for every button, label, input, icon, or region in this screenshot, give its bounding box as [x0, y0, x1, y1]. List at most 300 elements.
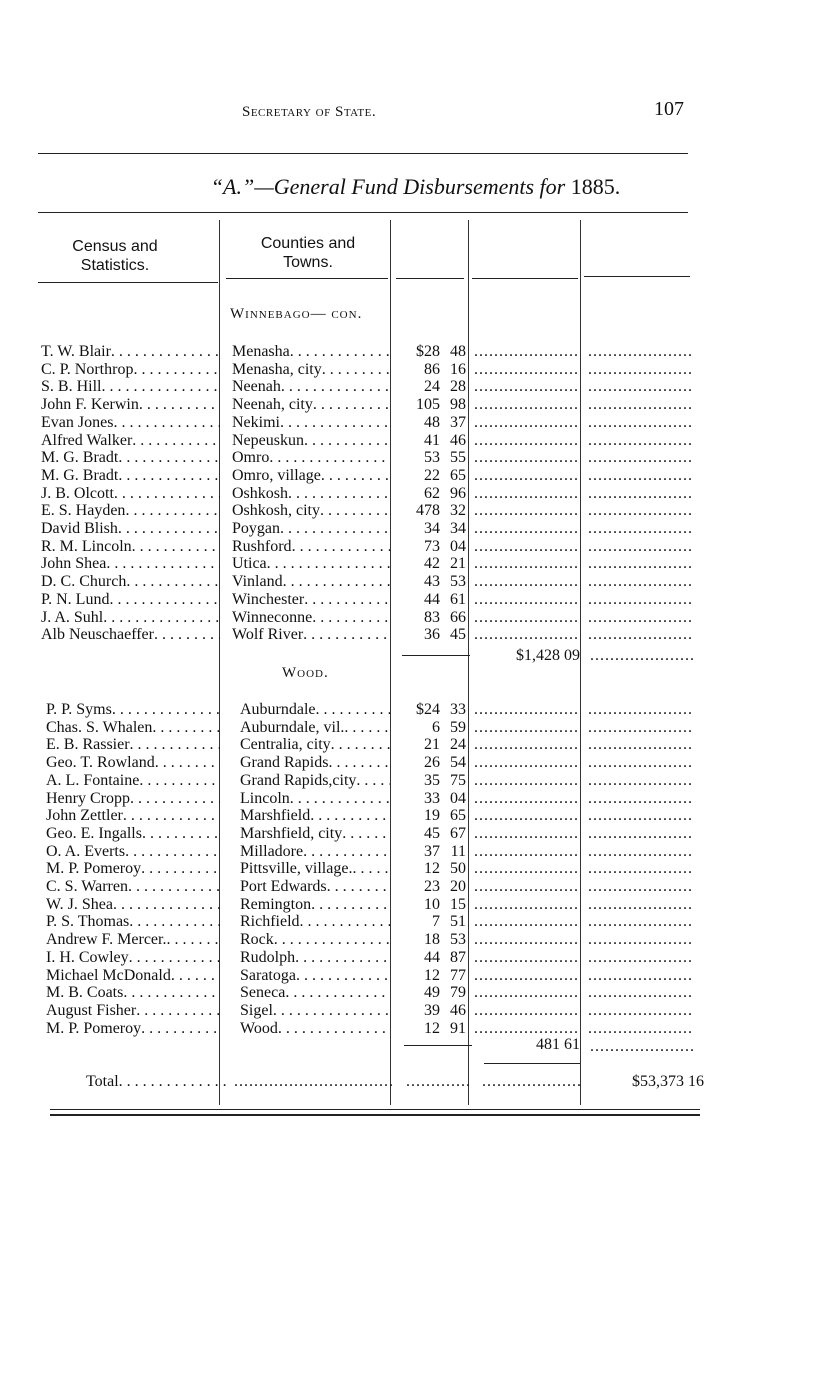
census-name-cell: [46, 1002, 220, 1020]
census-name: C. P. Northrop: [41, 360, 134, 378]
town-name: Remington: [240, 895, 312, 913]
amount-cents: 96: [450, 484, 466, 502]
subtotal-amount: $1,428 09: [516, 647, 580, 664]
census-name: Michael McDonald: [46, 966, 171, 984]
census-name-cell: [46, 860, 220, 878]
leader-dots: [139, 772, 220, 790]
leader-dots: [290, 343, 390, 361]
table-row: [0, 719, 831, 737]
census-name: D. C. Church: [41, 573, 127, 591]
town-name: Marshfield: [240, 807, 311, 825]
amount-cents: 65: [450, 466, 466, 484]
leader-dots: [154, 626, 220, 644]
census-name-cell: [46, 719, 220, 737]
leader-dots: [474, 378, 578, 396]
leader-dots: [588, 485, 694, 503]
table-row: [0, 772, 831, 790]
leader-dots: [139, 396, 220, 414]
amount-cents: 45: [450, 626, 466, 644]
leader-dots: [588, 520, 694, 538]
amount-cents: 37: [450, 413, 466, 431]
amount-dollars: 21: [424, 736, 440, 754]
leader-dots: [474, 414, 578, 432]
amount-dollars: 39: [424, 1001, 440, 1019]
amount-cents: 53: [450, 931, 466, 949]
leader-dots: [588, 754, 694, 772]
town-name: Winchester: [232, 590, 305, 608]
leader-dots: [316, 701, 390, 719]
section-heading: Winnebago— con.: [230, 306, 363, 322]
leader-dots: [283, 573, 390, 591]
leader-dots: [295, 949, 390, 967]
census-name-cell: [46, 701, 220, 719]
leader-dots: [103, 609, 220, 627]
leader-dots: [130, 790, 220, 808]
amount-dollars: 49: [424, 984, 440, 1002]
amount-dollars: 22: [424, 466, 440, 484]
amount-dollars: 48: [424, 413, 440, 431]
leader-dots: [112, 701, 220, 719]
town-name: Menasha: [232, 343, 290, 360]
census-name: August Fisher: [46, 1001, 137, 1019]
town-name: Centralia, city: [240, 736, 331, 754]
leader-dots: [474, 719, 578, 737]
town-cell: [232, 591, 390, 609]
table-row: [0, 1002, 831, 1020]
leader-dots: [588, 807, 694, 825]
table-row: [0, 555, 831, 573]
table-row: [0, 790, 831, 808]
census-name-cell: [41, 414, 220, 432]
census-name-cell: [46, 736, 220, 754]
amount-cents: 91: [450, 1019, 466, 1037]
table-row: [0, 754, 831, 772]
census-name-cell: [46, 913, 220, 931]
leader-dots: [590, 1038, 694, 1056]
census-name: M. P. Pomeroy: [46, 1019, 142, 1037]
leader-dots: [132, 538, 220, 556]
leader-dots: [474, 754, 578, 772]
leader-dots: [588, 931, 694, 949]
leader-dots: [133, 361, 220, 379]
leader-dots: [474, 485, 578, 503]
leader-dots: [303, 843, 390, 861]
amount-cents: 87: [450, 948, 466, 966]
leader-dots: [588, 949, 694, 967]
census-name: E. S. Hayden: [41, 502, 126, 520]
census-name-cell: [46, 807, 220, 825]
amount-cents: 20: [450, 878, 466, 895]
leader-dots: [588, 378, 694, 396]
amount-dollars: 12: [424, 1019, 440, 1037]
amount-dollars: 37: [424, 842, 440, 860]
leader-dots: [474, 502, 578, 520]
town-name: Wolf River: [232, 626, 304, 644]
table-row: [0, 573, 831, 591]
town-name: Oshkosh, city: [232, 502, 320, 520]
leader-dots: [588, 1002, 694, 1020]
leader-dots: [474, 591, 578, 609]
leader-dots: [474, 361, 578, 379]
leader-dots: [588, 343, 694, 361]
amount-dollars: 53: [424, 449, 440, 467]
leader-dots: [474, 432, 578, 450]
leader-dots: [482, 1073, 580, 1091]
leader-dots: [141, 1020, 220, 1038]
amount-cents: 53: [450, 573, 466, 591]
town-cell: [232, 396, 390, 414]
subtotal-rule: [404, 1045, 472, 1046]
leader-dots: [474, 701, 578, 719]
leader-dots: [273, 1002, 390, 1020]
subtotal-rule: [484, 1063, 580, 1064]
town-cell: [232, 609, 390, 627]
leader-dots: [588, 772, 694, 790]
census-name-cell: [41, 502, 220, 520]
census-name: O. A. Everts: [46, 842, 126, 860]
census-name: Evan Jones: [41, 413, 114, 431]
total-label-cell: [86, 1073, 226, 1091]
leader-dots: [101, 378, 220, 396]
leader-dots: [300, 913, 390, 931]
amount-cents: 46: [450, 431, 466, 449]
leader-dots: [588, 449, 694, 467]
census-name: R. M. Lincoln: [41, 537, 132, 555]
amount-dollars: 6: [432, 718, 440, 736]
town-name: Omro, village: [232, 466, 321, 484]
leader-dots: [327, 878, 390, 896]
amount-dollars: 44: [424, 948, 440, 966]
census-name: M. P. Pomeroy: [46, 860, 142, 878]
town-cell: [232, 485, 390, 503]
census-name: M. G. Bradt: [41, 466, 119, 484]
census-name: Alfred Walker: [41, 431, 133, 449]
amount-dollars: 18: [424, 931, 440, 949]
subtotal-amount: 481 61: [536, 1036, 580, 1053]
census-name: John Zettler: [46, 807, 123, 825]
town-name: Omro: [232, 449, 270, 467]
town-cell: [240, 949, 390, 967]
amount-dollars: 24: [424, 378, 440, 396]
amount-cents: 67: [450, 824, 466, 842]
town-name: Nepeuskun: [232, 431, 304, 449]
amount-dollars: 23: [424, 878, 440, 895]
town-name: Auburndale, vil.: [240, 718, 345, 736]
leader-dots: [588, 878, 694, 896]
amount-cents: 04: [450, 537, 466, 555]
table-row: [0, 432, 831, 450]
amount-dollars: 86: [424, 360, 440, 378]
leader-dots: [109, 591, 220, 609]
town-name: Port Edwards: [240, 878, 327, 895]
leader-dots: [125, 843, 220, 861]
leader-dots: [331, 736, 390, 754]
amount-cents: 46: [450, 1001, 466, 1019]
table-row: [0, 626, 831, 644]
amount-dollars: 41: [424, 431, 440, 449]
leader-dots: [311, 896, 390, 914]
amount-cents: 65: [450, 807, 466, 825]
census-name: David Blish: [41, 520, 118, 537]
leader-dots: [118, 467, 220, 485]
amount-dollars: $28: [416, 343, 440, 360]
leader-dots: [588, 913, 694, 931]
town-name: Rock: [240, 931, 274, 949]
town-cell: [232, 520, 390, 538]
census-name-cell: [46, 931, 220, 949]
leader-dots: [588, 502, 694, 520]
census-name-cell: [46, 896, 220, 914]
header-bottom-rule: [396, 278, 464, 279]
amount-dollars: 34: [424, 520, 440, 537]
section-heading: Wood.: [282, 665, 329, 681]
town-cell: [240, 1020, 390, 1038]
census-name-cell: [41, 591, 220, 609]
town-cell: [232, 361, 390, 379]
town-name: Auburndale: [240, 701, 316, 718]
town-name: Rudolph: [240, 948, 296, 966]
town-cell: [240, 790, 390, 808]
table-row: [0, 538, 831, 556]
leader-dots: [269, 449, 390, 467]
leader-dots: [588, 701, 694, 719]
leader-dots: [136, 1002, 220, 1020]
town-name: Wood: [240, 1019, 278, 1037]
town-name: Neenah: [232, 378, 281, 396]
leader-dots: [474, 1002, 578, 1020]
leader-dots: [590, 647, 694, 665]
town-cell: [240, 896, 390, 914]
amount-cents: 61: [450, 590, 466, 608]
town-cell: [240, 1002, 390, 1020]
leader-dots: [141, 860, 220, 878]
leader-dots: [588, 538, 694, 556]
town-name: Seneca: [240, 984, 286, 1002]
town-cell: [232, 626, 390, 644]
amount-cents: 48: [450, 343, 466, 360]
town-cell: [232, 432, 390, 450]
census-name-cell: [41, 555, 220, 573]
town-name: Oshkosh: [232, 484, 289, 502]
amount-cents: 54: [450, 754, 466, 772]
leader-dots: [588, 573, 694, 591]
town-name: Grand Rapids,city: [240, 771, 357, 789]
table-row: [0, 967, 831, 985]
town-cell: [240, 754, 390, 772]
leader-dots: [588, 719, 694, 737]
town-cell: [232, 555, 390, 573]
top-rule: [38, 153, 688, 154]
amount-dollars: 26: [424, 754, 440, 772]
leader-dots: [474, 843, 578, 861]
leader-dots: [344, 719, 390, 737]
table-row: [0, 1020, 831, 1038]
town-cell: [240, 736, 390, 754]
town-name: Lincoln: [240, 789, 290, 807]
leader-dots: [474, 949, 578, 967]
leader-dots: [321, 467, 390, 485]
census-name-cell: [46, 949, 220, 967]
amount-cents: 24: [450, 736, 466, 754]
table-row: [0, 414, 831, 432]
amount-dollars: 105: [416, 396, 440, 414]
leader-dots: [130, 736, 220, 754]
amount-dollars: 12: [424, 860, 440, 878]
amount-cents: 21: [450, 555, 466, 573]
amount-dollars: 42: [424, 555, 440, 573]
town-name: Poygan: [232, 520, 280, 537]
leader-dots: [285, 984, 390, 1002]
leader-dots: [113, 896, 220, 914]
amount-dollars: 10: [424, 895, 440, 913]
leader-dots: [113, 414, 220, 432]
town-cell: [240, 719, 390, 737]
census-name: Chas. S. Whalen: [46, 718, 153, 736]
amount-cents: 28: [450, 378, 466, 396]
census-name-cell: [46, 772, 220, 790]
leader-dots: [588, 609, 694, 627]
leader-dots: [111, 343, 220, 361]
census-name: Henry Cropp: [46, 789, 130, 807]
leader-dots: [119, 1073, 226, 1091]
census-name-cell: [46, 967, 220, 985]
leader-dots: [474, 913, 578, 931]
table-row: [0, 502, 831, 520]
header-bottom-rule: [472, 278, 578, 279]
table-row: [0, 343, 831, 361]
amount-dollars: $24: [416, 701, 440, 718]
town-cell: [240, 772, 390, 790]
leader-dots: [114, 485, 220, 503]
census-name-cell: [46, 825, 220, 843]
table-title-main: —General Fund Disbursements for: [254, 174, 566, 199]
page-number: 107: [654, 98, 684, 120]
town-name: Sigel: [240, 1001, 273, 1019]
census-name: C. S. Warren: [46, 878, 128, 895]
leader-dots: [588, 591, 694, 609]
leader-dots: [128, 878, 220, 896]
table-row: [0, 520, 831, 538]
census-name: Andrew F. Mercer.: [46, 931, 167, 949]
town-name: Winneconne: [232, 608, 313, 626]
leader-dots: [474, 860, 578, 878]
table-row: [0, 931, 831, 949]
town-cell: [232, 449, 390, 467]
leader-dots: [267, 555, 390, 573]
amount-dollars: 62: [424, 484, 440, 502]
leader-dots: [288, 485, 390, 503]
leader-dots: [474, 609, 578, 627]
town-name: Nekimi: [232, 413, 280, 431]
town-cell: [232, 538, 390, 556]
subtotal-rule: [402, 655, 470, 656]
running-head: [242, 100, 376, 122]
census-name-cell: [41, 626, 220, 644]
amount-cents: 33: [450, 701, 466, 718]
census-name: A. L. Fontaine: [46, 771, 140, 789]
town-name: Rushford: [232, 537, 292, 555]
leader-dots: [342, 825, 390, 843]
town-cell: [232, 467, 390, 485]
table-row: [0, 913, 831, 931]
town-name: Marshfield, city: [240, 824, 343, 842]
town-name: Neenah, city: [232, 396, 313, 414]
table-row: [0, 449, 831, 467]
census-name-cell: [41, 343, 220, 361]
town-name: Grand Rapids: [240, 754, 329, 772]
census-name-cell: [41, 520, 220, 538]
leader-dots: [588, 467, 694, 485]
leader-dots: [474, 825, 578, 843]
leader-dots: [106, 555, 220, 573]
header-bottom-rule: [38, 282, 218, 283]
leader-dots: [588, 984, 694, 1002]
town-cell: [240, 825, 390, 843]
table-row: [0, 467, 831, 485]
census-name: S. B. Hill: [41, 378, 102, 396]
amount-cents: 11: [450, 842, 466, 860]
census-name-cell: [41, 573, 220, 591]
leader-dots: [588, 1020, 694, 1038]
town-cell: [240, 878, 390, 896]
leader-dots: [296, 967, 390, 985]
total-label: Total: [86, 1073, 119, 1090]
amount-dollars: 33: [424, 789, 440, 807]
leader-dots: [352, 860, 390, 878]
leader-dots: [474, 878, 578, 896]
census-name-cell: [46, 984, 220, 1002]
leader-dots: [312, 609, 390, 627]
header-bottom-rule: [584, 276, 690, 277]
table-row: [0, 609, 831, 627]
leader-dots: [234, 1073, 392, 1091]
leader-dots: [406, 1073, 472, 1091]
amount-cents: 79: [450, 984, 466, 1002]
leader-dots: [303, 626, 390, 644]
amount-dollars: 44: [424, 590, 440, 608]
leader-dots: [313, 396, 390, 414]
town-cell: [240, 701, 390, 719]
leader-dots: [474, 396, 578, 414]
leader-dots: [588, 361, 694, 379]
census-name-cell: [41, 378, 220, 396]
bottom-rule: [50, 1114, 700, 1116]
town-name: Vinland: [232, 573, 283, 591]
leader-dots: [132, 432, 220, 450]
census-name-cell: [41, 396, 220, 414]
leader-dots: [171, 967, 220, 985]
total-row: [0, 1073, 831, 1091]
census-name-cell: [41, 361, 220, 379]
total-amount: $53,373 16: [632, 1073, 704, 1090]
census-name: T. W. Blair: [41, 343, 111, 360]
leader-dots: [274, 931, 390, 949]
leader-dots: [588, 790, 694, 808]
table-row: [0, 396, 831, 414]
leader-dots: [123, 984, 220, 1002]
amount-cents: 75: [450, 771, 466, 789]
town-cell: [240, 931, 390, 949]
amount-dollars: 36: [424, 626, 440, 644]
table-title-prefix: “A.”: [210, 174, 255, 199]
leader-dots: [290, 790, 390, 808]
census-column-header: Census and Statistics.: [72, 238, 158, 274]
leader-dots: [129, 913, 220, 931]
table-title: [0, 174, 831, 200]
amount-dollars: 35: [424, 771, 440, 789]
leader-dots: [588, 396, 694, 414]
leader-dots: [292, 538, 390, 556]
